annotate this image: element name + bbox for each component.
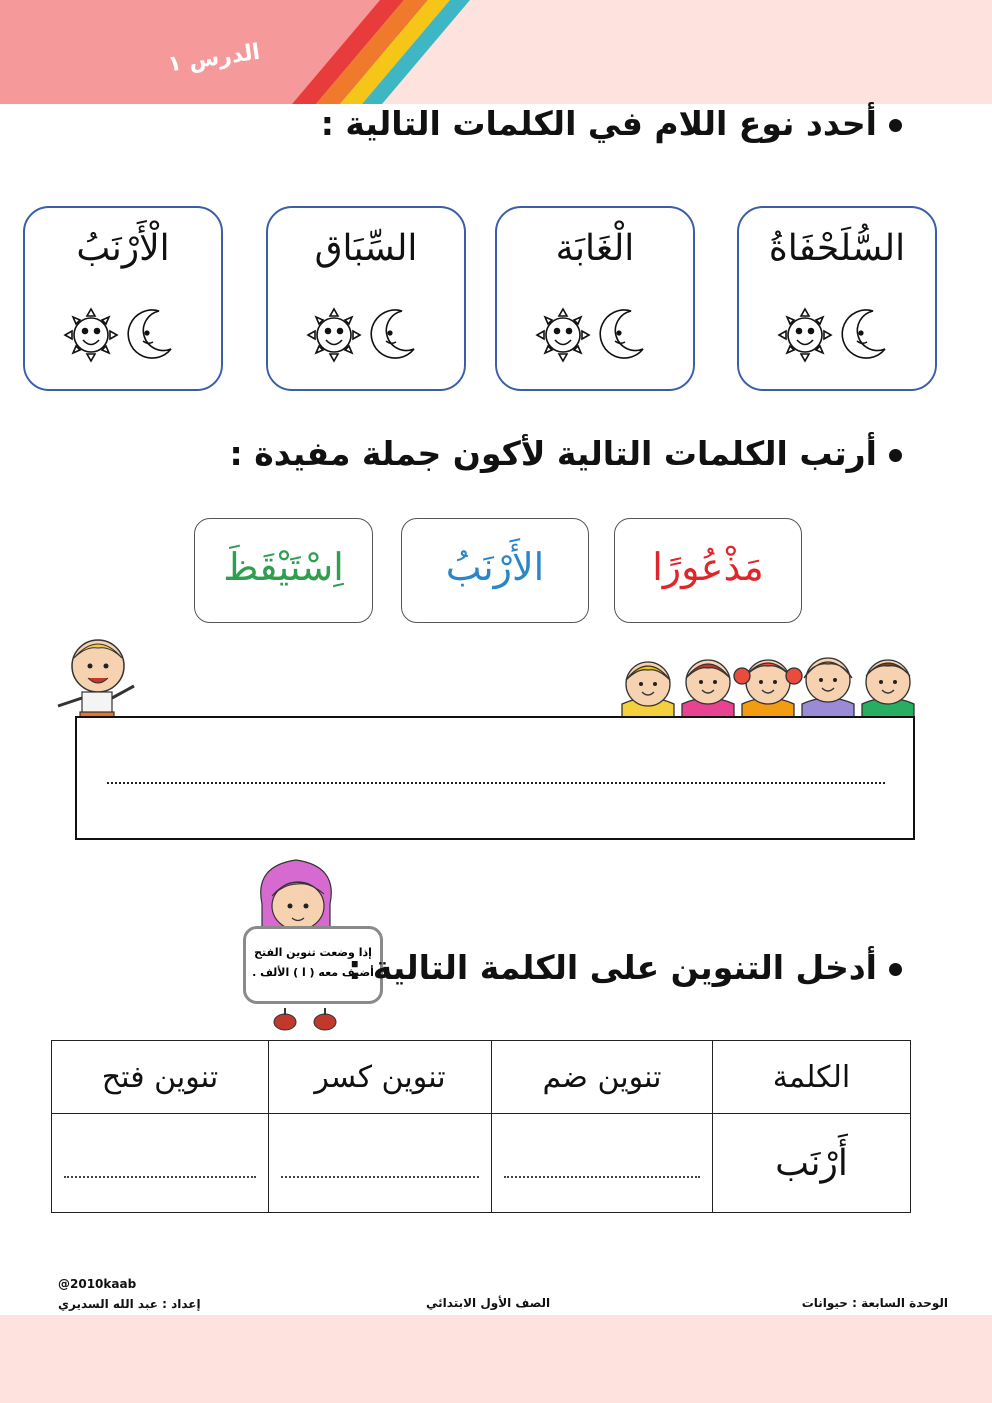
section2-title-text: أرتب الكلمات التالية لأكون جملة مفيدة :	[229, 434, 877, 473]
answer-cell-kasra[interactable]	[269, 1114, 492, 1213]
footer-grade: الصف الأول الابتدائي	[426, 1296, 551, 1310]
word-text: الْأَرْنَبُ	[76, 228, 170, 269]
answer-cell-fatha[interactable]	[52, 1114, 269, 1213]
blank-line[interactable]	[281, 1176, 479, 1178]
tanween-table	[51, 1040, 911, 1213]
word-text: الْغَابَة	[555, 228, 635, 269]
lesson-label: الدرس ١	[166, 39, 262, 78]
section3-title	[348, 948, 902, 987]
footer-band	[0, 1315, 992, 1403]
answer-line[interactable]	[107, 782, 885, 784]
tip-line-1: إذا وضعت تنوين الفتح	[254, 946, 372, 959]
girl-illustration	[254, 856, 338, 934]
word-card-4[interactable]	[23, 206, 223, 391]
footer-author: إعداد : عبد الله السديري	[58, 1297, 201, 1311]
girl-feet-illustration	[270, 1006, 340, 1032]
table-header-word: الكلمة	[713, 1041, 911, 1114]
word-box-2[interactable]	[401, 518, 589, 623]
word-box-3[interactable]	[194, 518, 373, 623]
children-illustration	[618, 652, 918, 720]
footer-unit: الوحدة السابعة : حيوانات	[801, 1296, 948, 1310]
bullet-icon	[889, 449, 902, 462]
word-text: مَذْعُورًا	[652, 545, 764, 589]
answer-cell-damma[interactable]	[492, 1114, 713, 1213]
word-box-1[interactable]	[614, 518, 802, 623]
table-header-damma: تنوين ضم	[492, 1041, 713, 1114]
section1-title-text: أحدد نوع اللام في الكلمات التالية :	[320, 104, 877, 143]
bullet-icon	[889, 963, 902, 976]
section1-title	[321, 104, 902, 143]
blank-line[interactable]	[504, 1176, 700, 1178]
word-text: السِّبَاق	[314, 228, 418, 269]
word-text: السُّلَحْفَاةُ	[768, 228, 906, 269]
table-header-fatha: تنوين فتح	[52, 1041, 269, 1114]
sun-moon-icons	[304, 300, 428, 370]
word-text: اِسْتَيْقَظَ	[223, 545, 344, 589]
table-header-kasra: تنوين كسر	[269, 1041, 492, 1114]
table-word: أَرْنَب	[713, 1114, 911, 1213]
sun-moon-icons	[533, 300, 657, 370]
answer-box[interactable]	[75, 716, 915, 840]
bullet-icon	[889, 119, 902, 132]
word-text: الأَرْنَبُ	[445, 545, 545, 589]
section2-title	[230, 434, 902, 473]
word-card-2[interactable]	[495, 206, 695, 391]
sun-moon-icons	[775, 300, 899, 370]
word-card-3[interactable]	[266, 206, 466, 391]
tip-line-2: أضيف معه ( ا ) الألف .	[252, 966, 374, 979]
sun-moon-icons	[61, 300, 185, 370]
word-card-1[interactable]	[737, 206, 937, 391]
blank-line[interactable]	[64, 1176, 256, 1178]
section3-title-text: أدخل التنوين على الكلمة التالية :	[348, 948, 877, 987]
footer-handle: @2010kaab	[58, 1277, 137, 1291]
